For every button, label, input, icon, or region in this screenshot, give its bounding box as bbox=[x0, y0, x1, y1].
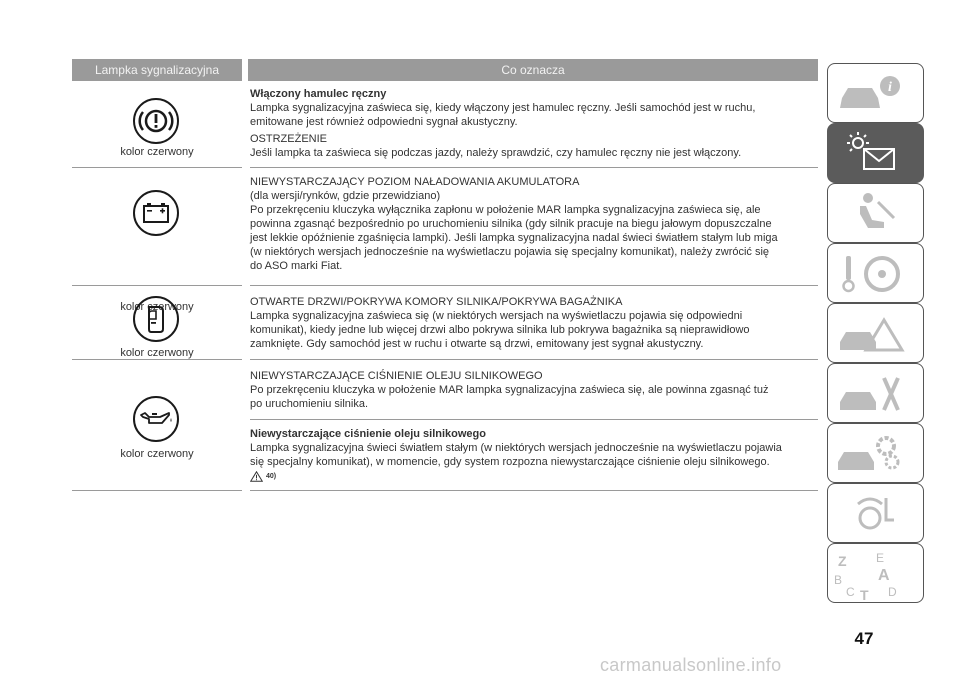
tab-emergency[interactable] bbox=[827, 303, 924, 363]
warning-lights-table bbox=[72, 59, 818, 480]
row-text: jest lekkie opóźnienie zgaśnięcia lampki). Jeśli lampka sygnalizacyjna nadal świeci światłem stałym lub miga bbox=[250, 232, 778, 244]
row-text: Lampka sygnalizacyjna zaświeca się, kiedy włączony jest hamulec ręczny. Jeśli samochód jest w ruchu, bbox=[250, 102, 756, 114]
row-divider bbox=[250, 167, 818, 168]
watermark: carmanualsonline.info bbox=[600, 655, 782, 675]
warning-triangle-icon bbox=[250, 471, 263, 482]
warning-reference[interactable] bbox=[250, 471, 818, 482]
svg-text:i: i bbox=[888, 80, 892, 95]
row-text: komunikat), kiedy jedne lub więcej drzwi albo pokrywa silnika lub pokrywa bagażnika są nieprawidłowo bbox=[250, 324, 750, 336]
key-steering-wheel-icon bbox=[828, 244, 925, 304]
row-divider bbox=[250, 490, 818, 491]
tab-technical-data[interactable] bbox=[827, 423, 924, 483]
row-divider bbox=[72, 167, 242, 168]
row-text: powinna zgasnąć bezpośrednio po uruchomieniu silnika (gdy silnik pracuje na biegu jałowym dopuszczalne bbox=[250, 218, 772, 230]
color-label: kolor czerwony bbox=[120, 448, 194, 460]
row-text: (w niektórych wersjach jednocześnie na wyświetlaczu pojawia się specjalny komunikat), należy zwrócić się bbox=[250, 246, 770, 258]
row-divider bbox=[250, 359, 818, 360]
tab-maintenance[interactable] bbox=[827, 363, 924, 423]
row-divider bbox=[72, 285, 242, 286]
table-row bbox=[72, 295, 818, 367]
row-text: zamknięte. Gdy samochód jest w ruchu i otwarte są drzwi, emitowany jest sygnał akustyczny. bbox=[250, 338, 704, 350]
color-label: kolor czerwony bbox=[120, 301, 194, 313]
warning-heading: OSTRZEŻENIE bbox=[250, 133, 328, 145]
tab-warning-lights[interactable] bbox=[827, 123, 924, 183]
row-title: Włączony hamulec ręczny bbox=[250, 88, 387, 100]
multimedia-icon bbox=[828, 484, 925, 544]
tab-starting-driving[interactable] bbox=[827, 243, 924, 303]
header-warning-light: Lampka sygnalizacyjna bbox=[72, 59, 242, 81]
row-divider bbox=[72, 359, 242, 360]
row-text: Po przekręceniu kluczyka wyłącznika zapłonu w położenie MAR lampka sygnalizacyjna zaświeca się, ale bbox=[250, 204, 761, 216]
color-label: kolor czerwony bbox=[120, 146, 194, 158]
row-text: Lampka sygnalizacyjna świeci światłem stałym (w niektórych wersjach jednocześnie na wyświetlaczu pojawia bbox=[250, 442, 782, 454]
row-subtitle: Niewystarczające ciśnienie oleju silnikowego bbox=[250, 428, 486, 440]
seat-airbag-icon bbox=[828, 184, 925, 244]
index-letter: D bbox=[888, 585, 897, 599]
car-gear-settings-icon bbox=[828, 424, 925, 484]
color-label: kolor czerwony bbox=[120, 347, 194, 359]
row-text: emitowane jest również odpowiedni sygnał akustyczny. bbox=[250, 116, 518, 128]
battery-icon bbox=[132, 189, 180, 237]
warning-lights-message-icon bbox=[828, 124, 925, 184]
row-text: Jeśli lampka ta zaświeca się podczas jazdy, należy sprawdzić, czy hamulec ręczny nie jest włączony. bbox=[250, 147, 742, 159]
row-text: do ASO marki Fiat. bbox=[250, 260, 343, 272]
alphabetical-index-icon bbox=[828, 544, 925, 604]
warning-ref-number: 40) bbox=[266, 473, 277, 480]
table-header bbox=[72, 59, 818, 81]
row-divider bbox=[250, 419, 818, 420]
car-info-icon bbox=[828, 64, 925, 124]
index-letter: Z bbox=[838, 553, 847, 569]
index-letter: C bbox=[846, 585, 855, 599]
row-title: NIEWYSTARCZAJĄCE CIŚNIENIE OLEJU SILNIKOWEGO bbox=[250, 370, 543, 382]
index-letter: E bbox=[876, 551, 885, 565]
table-row bbox=[72, 369, 818, 494]
tab-safety[interactable] bbox=[827, 183, 924, 243]
tab-index[interactable] bbox=[827, 543, 924, 603]
row-text: Lampka sygnalizacyjna zaświeca się (w niektórych wersjach na wyświetlaczu pojawia się odpowiedni bbox=[250, 310, 743, 322]
oil-can-icon bbox=[132, 395, 180, 443]
row-text: Po przekręceniu kluczyka w położenie MAR lampka sygnalizacyjna zaświeca się, ale powinna zgasnąć tuż bbox=[250, 384, 769, 396]
row-divider bbox=[250, 285, 818, 286]
row-text: się specjalny komunikat), w momencie, gdy system rozpozna niewystarczające ciśnienie oleju silnikowego. bbox=[250, 456, 770, 468]
brake-warning-icon bbox=[132, 97, 180, 145]
header-meaning: Co oznacza bbox=[248, 59, 818, 81]
tab-multimedia[interactable] bbox=[827, 483, 924, 543]
row-divider bbox=[72, 490, 242, 491]
index-letter: A bbox=[878, 567, 890, 584]
page-number: 47 bbox=[854, 629, 874, 648]
row-text: (dla wersji/rynków, gdzie przewidziano) bbox=[250, 190, 441, 202]
car-emergency-icon bbox=[828, 304, 925, 364]
row-title: NIEWYSTARCZAJĄCY POZIOM NAŁADOWANIA AKUMULATORA bbox=[250, 176, 580, 188]
index-letter: T bbox=[860, 587, 869, 603]
door-open-icon bbox=[132, 295, 180, 343]
row-text: po uruchomieniu silnika. bbox=[250, 398, 369, 410]
row-title: OTWARTE DRZWI/POKRYWA KOMORY SILNIKA/POKRYWA BAGAŻNIKA bbox=[250, 296, 623, 308]
tab-car-info[interactable] bbox=[827, 63, 924, 123]
car-tools-icon bbox=[828, 364, 925, 424]
index-letter: B bbox=[834, 573, 843, 587]
